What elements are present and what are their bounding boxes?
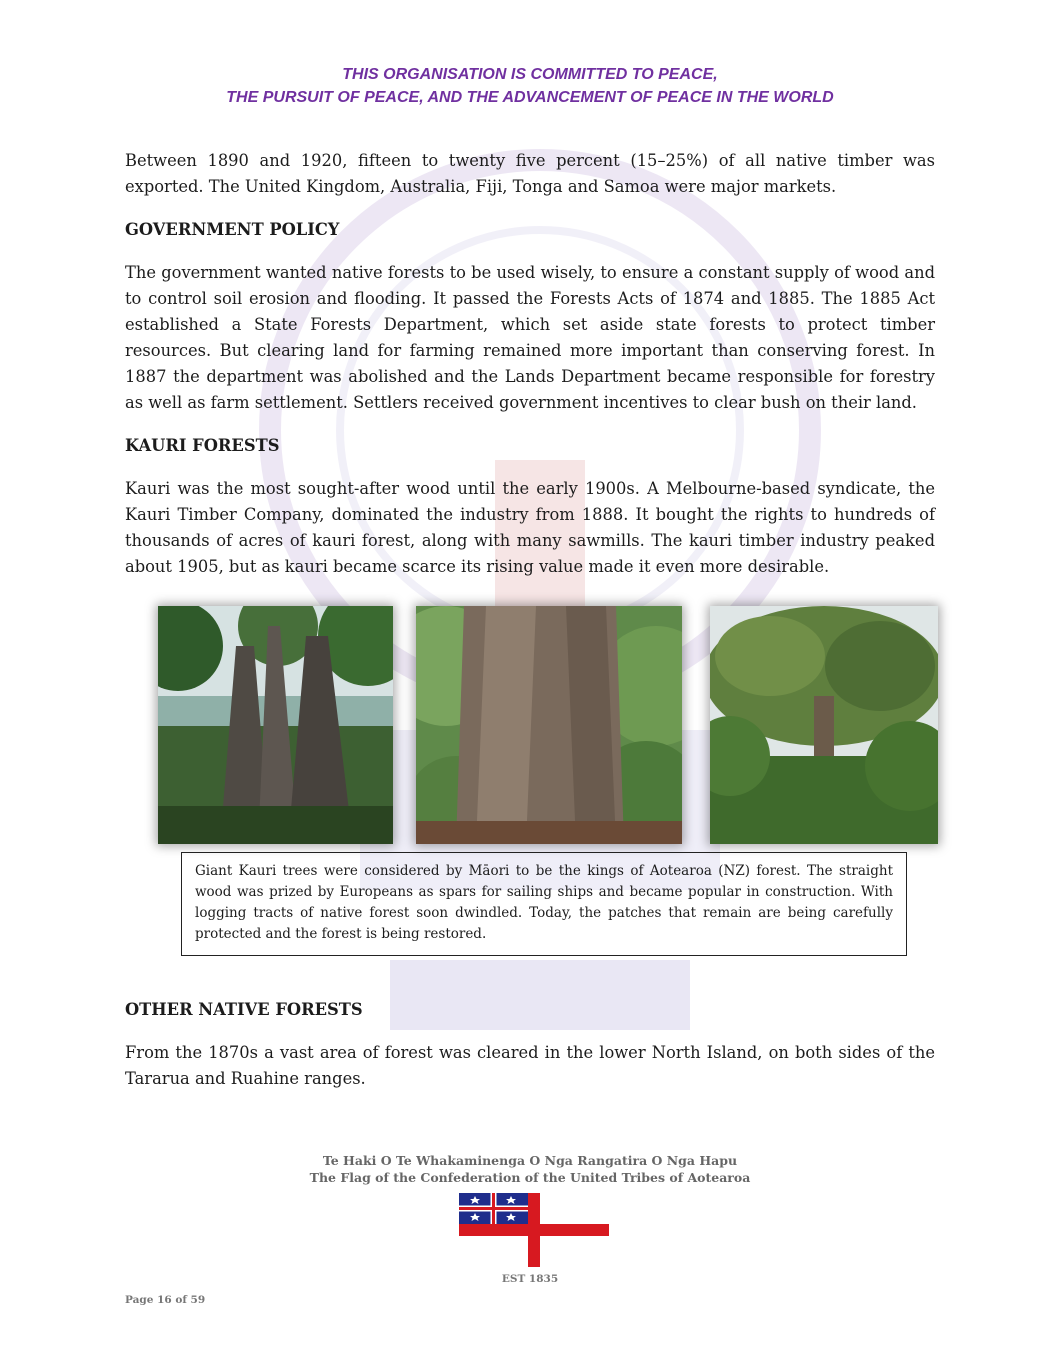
kauri-forests-paragraph: Kauri was the most sought-after wood until the early 1900s. A Melbourne-based syndicate, the Kauri Timber Company, dominated the industry from 1888. It bought the rights to hundreds of thousands of acres of kauri forest, along with many sawmills. The kauri timber industry peaked about 1905, but as kauri became scarce its rising value made it even more desirable. (125, 479, 935, 576)
page-header (0, 63, 1060, 109)
page-number: Page 16 of 59 (125, 1294, 206, 1306)
government-policy-paragraph: The government wanted native forests to be used wisely, to ensure a constant supply of wood and to control soil erosion and flooding. It passed the Forests Acts of 1874 and 1885. The 1885 Act established a State Forests Department, which set aside state forests to protect timber resources. But clearing land for farming remained more important than conserving forest. In 1887 the department was abolished and the Lands Department became responsible for forestry as well as farm settlement. Settlers received government incentives to clear bush on their land. (125, 263, 935, 412)
intro-paragraph: Between 1890 and 1920, fifteen to twenty five percent (15–25%) of all native timber was exported. The United Kingdom, Australia, Fiji, Tonga and Samoa were major markets. (125, 151, 935, 196)
photo-caption-box (181, 852, 907, 956)
footer-title-english: The Flag of the Confederation of the United Tribes of Aotearoa (309, 1170, 751, 1185)
kauri-forests-heading: KAURI FORESTS (125, 436, 280, 455)
kauri-photo-strip (158, 606, 938, 844)
footer-flag-title (0, 1152, 1060, 1186)
kauri-photo-trunk-closeup (416, 606, 682, 844)
photo-caption: Giant Kauri trees were considered by Māori to be the kings of Aotearoa (NZ) forest. The straight wood was prized by Europeans as spars for sailing ships and became popular in construction. With logging tracts of native forest soon dwindled. Today, the patches that remain are being carefully protected and the forest is being restored. (195, 863, 893, 942)
united-tribes-flag (459, 1193, 609, 1267)
footer-title-maori: Te Haki O Te Whakaminenga O Nga Rangatira O Nga Hapu (322, 1153, 738, 1168)
other-native-forests-paragraph: From the 1870s a vast area of forest was cleared in the lower North Island, on both sides of the Tararua and Ruahine ranges. (125, 1043, 935, 1088)
est-label: EST 1835 (501, 1273, 559, 1285)
kauri-photo-tree-canopy (710, 606, 938, 844)
other-native-forests-heading: OTHER NATIVE FORESTS (125, 1000, 363, 1019)
government-policy-heading: GOVERNMENT POLICY (125, 220, 340, 239)
header-line-1: THIS ORGANISATION IS COMMITTED TO PEACE, (342, 66, 718, 83)
main-content (125, 148, 935, 580)
header-line-2: THE PURSUIT OF PEACE, AND THE ADVANCEMENT OF PEACE IN THE WORLD (226, 89, 834, 106)
other-forests-section (125, 997, 935, 1092)
kauri-photo-tall-trunks (158, 606, 393, 844)
